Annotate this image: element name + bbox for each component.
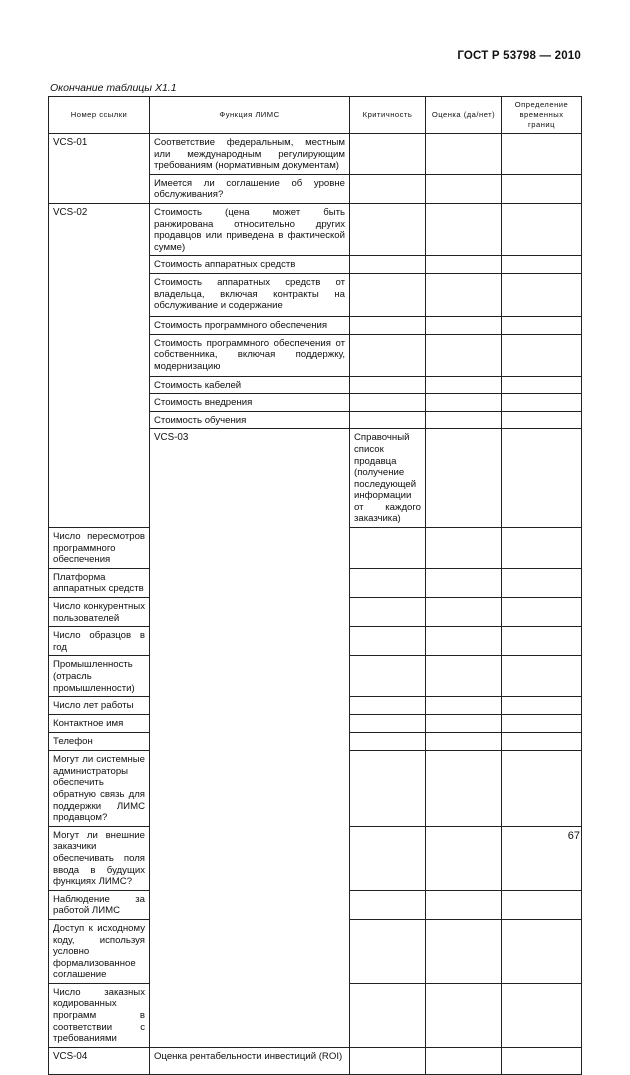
criticality-cell xyxy=(350,598,426,627)
evaluation-cell xyxy=(426,394,502,412)
evaluation-cell xyxy=(426,134,502,175)
criticality-cell xyxy=(350,394,426,412)
timeframe-cell xyxy=(502,919,582,983)
criticality-cell xyxy=(350,411,426,429)
evaluation-cell xyxy=(426,568,502,597)
evaluation-cell xyxy=(426,316,502,334)
evaluation-cell xyxy=(426,1047,502,1074)
criticality-cell xyxy=(350,826,426,890)
criticality-cell xyxy=(350,256,426,274)
evaluation-cell xyxy=(426,174,502,203)
lims-function-cell: Стоимость аппаратных средств xyxy=(150,256,350,274)
document-header: ГОСТ Р 53798 — 2010 xyxy=(457,50,581,62)
criticality-cell xyxy=(350,697,426,715)
timeframe-cell xyxy=(502,1047,582,1074)
lims-function-cell: Наблюдение за работой ЛИМС xyxy=(49,890,150,919)
lims-function-cell: Оценка рентабельности инвестиций (ROI) xyxy=(150,1047,350,1074)
evaluation-cell xyxy=(426,826,502,890)
timeframe-cell xyxy=(502,334,582,376)
table-header-row xyxy=(49,97,582,134)
lims-function-cell: Число образцов в год xyxy=(49,627,150,656)
evaluation-cell xyxy=(426,203,502,255)
timeframe-cell xyxy=(502,715,582,733)
timeframe-cell xyxy=(502,174,582,203)
lims-function-cell: Число пересмотров программного обеспечения xyxy=(49,528,150,569)
timeframe-cell xyxy=(502,733,582,751)
timeframe-cell xyxy=(502,751,582,827)
criticality-cell xyxy=(350,376,426,394)
lims-function-cell: Число заказных кодированных программ в соответствии с требованиями xyxy=(49,983,150,1047)
evaluation-cell xyxy=(502,429,582,528)
timeframe-cell xyxy=(502,697,582,715)
evaluation-cell xyxy=(426,627,502,656)
evaluation-cell xyxy=(426,751,502,827)
timeframe-cell xyxy=(502,203,582,255)
lims-function-cell: Могут ли внешние заказчики обеспечивать поля ввода в будущих функциях ЛИМС? xyxy=(49,826,150,890)
table-row xyxy=(49,203,582,255)
page-number: 67 xyxy=(567,830,580,842)
table-caption: Окончание таблицы Х1.1 xyxy=(50,82,177,94)
lims-function-cell: Число лет работы xyxy=(49,697,150,715)
lims-function-table xyxy=(48,96,582,1075)
column-header-evaluation: Оценка (да/нет) xyxy=(426,97,502,134)
evaluation-cell xyxy=(426,919,502,983)
lims-function-cell: Стоимость программного обеспечения от собственника, включая поддержку, модернизацию xyxy=(150,334,350,376)
lims-function-cell: Могут ли системные администраторы обеспечить обратную связь для поддержки ЛИМС продавцом? xyxy=(49,751,150,827)
evaluation-cell xyxy=(426,715,502,733)
evaluation-cell xyxy=(426,256,502,274)
timeframe-cell xyxy=(502,134,582,175)
lims-function-cell: Число конкурентных пользователей xyxy=(49,598,150,627)
table-row xyxy=(49,1047,582,1074)
criticality-cell xyxy=(350,1047,426,1074)
timeframe-cell xyxy=(502,656,582,697)
timeframe-cell xyxy=(502,627,582,656)
lims-function-cell: Промышленность (отрасль промышленности) xyxy=(49,656,150,697)
timeframe-cell xyxy=(502,256,582,274)
lims-function-cell: Доступ к исходному коду, используя условно формализованное соглашение xyxy=(49,919,150,983)
criticality-cell xyxy=(350,890,426,919)
criticality-cell xyxy=(426,429,502,528)
criticality-cell xyxy=(350,273,426,316)
column-header-timeframe: Определение временных границ xyxy=(502,97,582,134)
timeframe-cell xyxy=(502,983,582,1047)
timeframe-cell xyxy=(502,411,582,429)
column-header-function: Функция ЛИМС xyxy=(150,97,350,134)
column-header-ref: Номер ссылки xyxy=(49,97,150,134)
lims-function-cell: Стоимость (цена может быть ранжирована относительно других продавцов или приведена в фактической сумме) xyxy=(150,203,350,255)
criticality-cell xyxy=(350,751,426,827)
lims-function-cell: Контактное имя xyxy=(49,715,150,733)
reference-number-cell: VCS-03 xyxy=(150,429,350,1048)
lims-function-cell: Справочный список продавца (получение последующей информации от каждого заказчика) xyxy=(350,429,426,528)
lims-function-cell: Телефон xyxy=(49,733,150,751)
lims-function-cell: Стоимость программного обеспечения xyxy=(150,316,350,334)
evaluation-cell xyxy=(426,376,502,394)
timeframe-cell xyxy=(502,376,582,394)
lims-function-cell: Платформа аппаратных средств xyxy=(49,568,150,597)
evaluation-cell xyxy=(426,598,502,627)
evaluation-cell xyxy=(426,983,502,1047)
evaluation-cell xyxy=(426,733,502,751)
criticality-cell xyxy=(350,203,426,255)
criticality-cell xyxy=(350,715,426,733)
evaluation-cell xyxy=(426,697,502,715)
timeframe-cell xyxy=(502,598,582,627)
criticality-cell xyxy=(350,733,426,751)
timeframe-cell xyxy=(502,568,582,597)
lims-function-cell: Стоимость обучения xyxy=(150,411,350,429)
lims-function-cell: Стоимость аппаратных средств от владельца, включая контракты на обслуживание и содержание xyxy=(150,273,350,316)
lims-function-cell: Стоимость кабелей xyxy=(150,376,350,394)
criticality-cell xyxy=(350,919,426,983)
criticality-cell xyxy=(350,334,426,376)
column-header-criticality: Критичность xyxy=(350,97,426,134)
timeframe-cell xyxy=(502,890,582,919)
criticality-cell xyxy=(350,627,426,656)
lims-function-cell: Соответствие федеральным, местным или международным регулирующим требованиям (нормативным документам) xyxy=(150,134,350,175)
reference-number-cell: VCS-02 xyxy=(49,203,150,527)
lims-function-cell: Стоимость внедрения xyxy=(150,394,350,412)
criticality-cell xyxy=(350,983,426,1047)
timeframe-cell xyxy=(502,273,582,316)
criticality-cell xyxy=(350,568,426,597)
criticality-cell xyxy=(350,528,426,569)
reference-number-cell: VCS-01 xyxy=(49,134,150,204)
evaluation-cell xyxy=(426,411,502,429)
timeframe-cell xyxy=(502,316,582,334)
criticality-cell xyxy=(350,316,426,334)
evaluation-cell xyxy=(426,890,502,919)
evaluation-cell xyxy=(426,528,502,569)
evaluation-cell xyxy=(426,273,502,316)
criticality-cell xyxy=(350,134,426,175)
criticality-cell xyxy=(350,174,426,203)
criticality-cell xyxy=(350,656,426,697)
timeframe-cell xyxy=(502,528,582,569)
evaluation-cell xyxy=(426,656,502,697)
reference-number-cell: VCS-04 xyxy=(49,1047,150,1074)
evaluation-cell xyxy=(426,334,502,376)
timeframe-cell xyxy=(502,394,582,412)
lims-function-cell: Имеется ли соглашение об уровне обслуживания? xyxy=(150,174,350,203)
table-row xyxy=(49,134,582,175)
